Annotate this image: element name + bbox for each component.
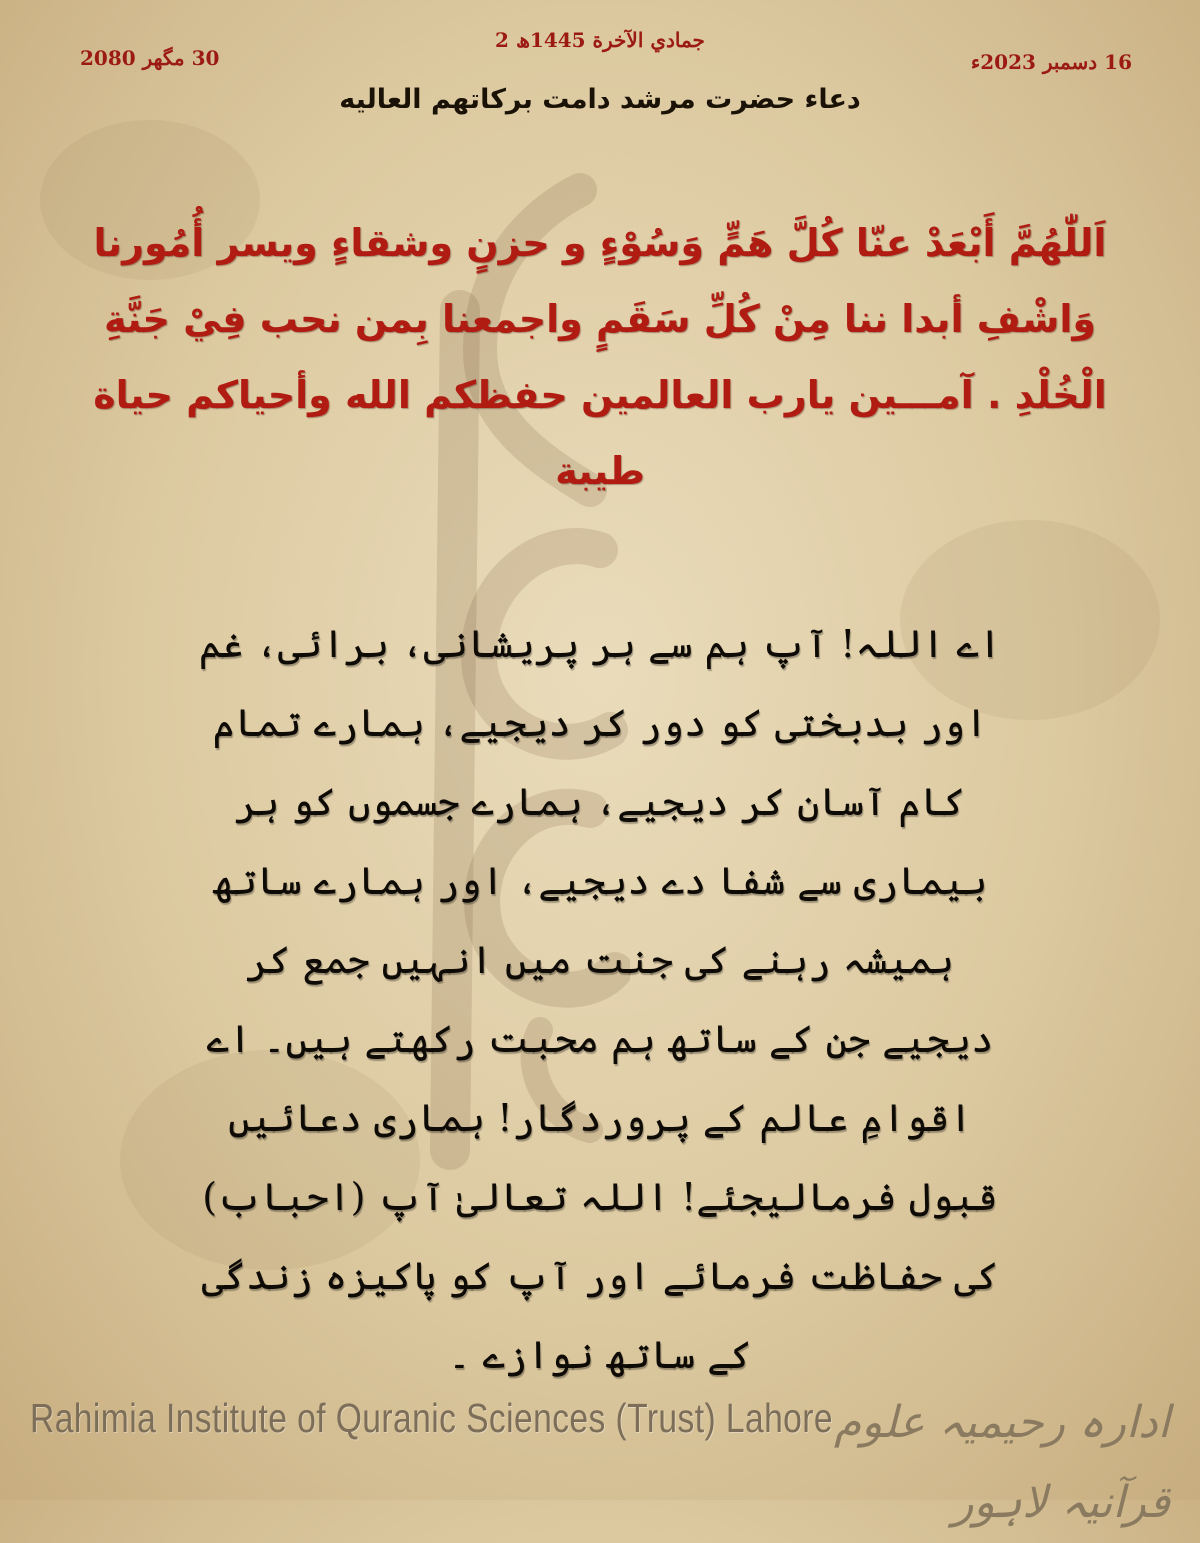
footer bbox=[30, 1383, 1170, 1528]
hijri-date: 2 جمادي الآخرة 1445ھ bbox=[495, 28, 705, 52]
dua-title: دعاء حضرت مرشد دامت برکاتهم العاليه bbox=[339, 84, 861, 115]
institute-name: Rahimia Institute of Quranic Sciences (Trust) Lahore bbox=[30, 1395, 834, 1441]
urdu-translation-text: اے اللہ! آپ ہم سے ہر پریشانی، برائی، غم اور بدبختی کو دور کر دیجیے، ہمارے تمام کام آسان کر دیجیے، ہمارے جسموں کو ہر بیماری سے شفا دے دیجیے، اور ہمارے ساتھ ہمیشہ رہنے کی جنت میں انہیں جمع کر دیجیے جن کے ساتھ ہم محبت رکھتے ہیں۔ اے اقوامِ عالم کے پروردگار! ہماری دعائیں قبول فرمالیجئے! اللہ تعالیٰ آپ (احباب) کی حفاظت فرمائے اور آپ کو پاکیزہ زندگی کے ساتھ نوازے ۔ bbox=[198, 622, 1002, 1377]
arabic-dua-text: اَللّٰهُمَّ أَبْعَدْ عنّا کُلَّ هَمٍّ وَسُوْءٍ و حزنٍ وشقاءٍ ویسر أُمُورنا وَاشْفِ أبدا ننا مِنْ کُلِّ سَقَمٍ واجمعنا بِمن نحب فِيْ جَنَّةِ الْخُلْدِ . آمـــين يارب العالمين حفظكم الله وأحياكم حياة طيبة bbox=[93, 221, 1107, 493]
gregorian-date: 16 دسمبر 2023ء bbox=[970, 50, 1132, 74]
institute-calligraphy-logo: ادارہ رحیمیہ علوم قرآنیہ لاہور bbox=[833, 1397, 1170, 1528]
bikrami-date: 30 مگھر 2080 bbox=[80, 46, 220, 70]
